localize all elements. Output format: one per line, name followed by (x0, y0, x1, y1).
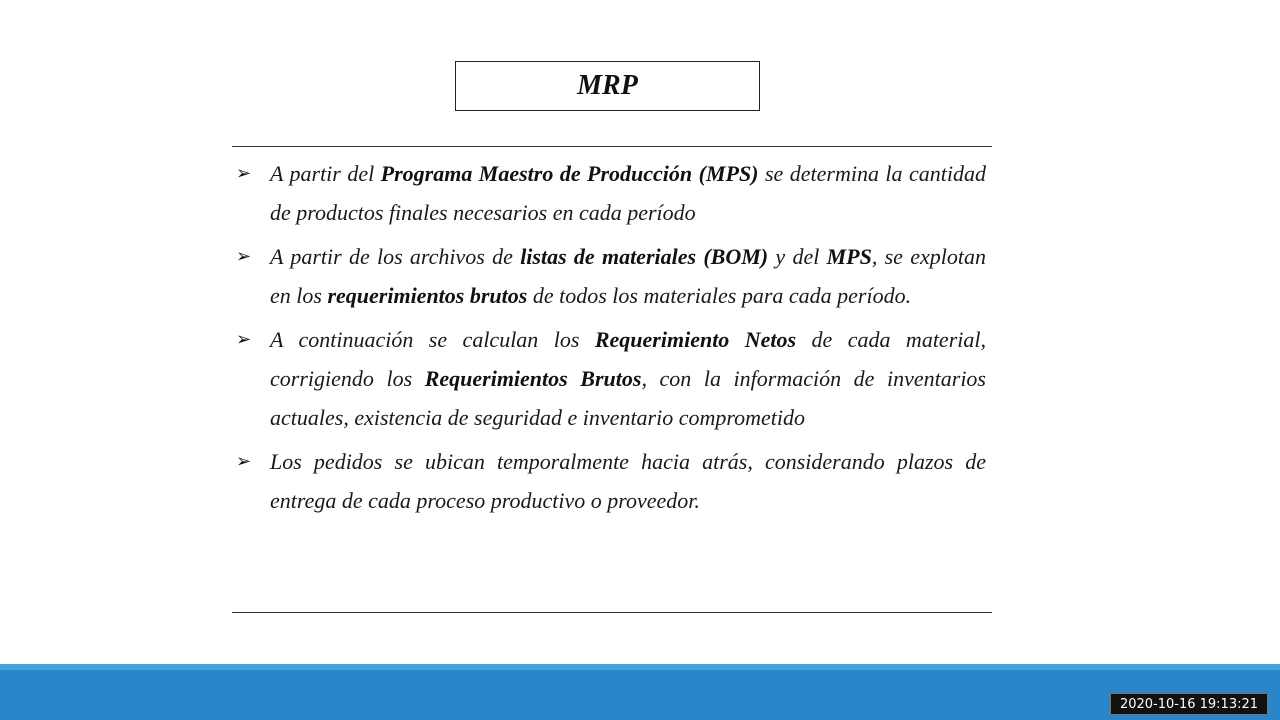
arrow-bullet-icon: ➢ (236, 329, 252, 350)
bullet-text: A partir del (270, 161, 381, 186)
bullet-list (236, 154, 986, 525)
bullet-bold-text: Requerimientos Brutos (424, 366, 642, 391)
bullet-text: de cada material, corrigiendo los (270, 327, 986, 391)
bullet-item (236, 442, 986, 520)
bullet-bold-text: Programa Maestro de Producción (MPS) (380, 161, 759, 186)
bullet-text: Los pedidos se ubican temporalmente hacia atrás, considerando plazos de entrega de cada proceso productivo o proveedor. (270, 449, 986, 513)
bullet-item (236, 320, 986, 437)
arrow-bullet-icon: ➢ (236, 246, 252, 267)
footer-accent-stripe (0, 664, 1280, 670)
bullet-text: se determina la cantidad de productos finales necesarios en cada período (270, 161, 986, 225)
bullet-text: de todos los materiales para cada período. (527, 283, 912, 308)
bullet-item (236, 154, 986, 232)
bullet-text: , con la información de inventarios actuales, existencia de seguridad e inventario comprometido (270, 366, 986, 430)
footer-bar (0, 664, 1280, 720)
bullet-bold-text: requerimientos brutos (327, 283, 528, 308)
bullet-bold-text: Requerimiento Netos (594, 327, 797, 352)
top-divider (232, 146, 992, 147)
bullet-text: A continuación se calculan los (270, 327, 595, 352)
bullet-text: A partir de los archivos de (270, 244, 521, 269)
bullet-text: y del (768, 244, 827, 269)
bullet-bold-text: MPS (826, 244, 872, 269)
bullet-text: , se explotan en los (270, 244, 986, 308)
slide-title: MRP (455, 61, 760, 111)
bullet-item (236, 237, 986, 315)
arrow-bullet-icon: ➢ (236, 163, 252, 184)
timestamp-overlay: 2020-10-16 19:13:21 (1110, 693, 1268, 715)
bottom-divider (232, 612, 992, 613)
bullet-bold-text: listas de materiales (BOM) (520, 244, 769, 269)
arrow-bullet-icon: ➢ (236, 451, 252, 472)
